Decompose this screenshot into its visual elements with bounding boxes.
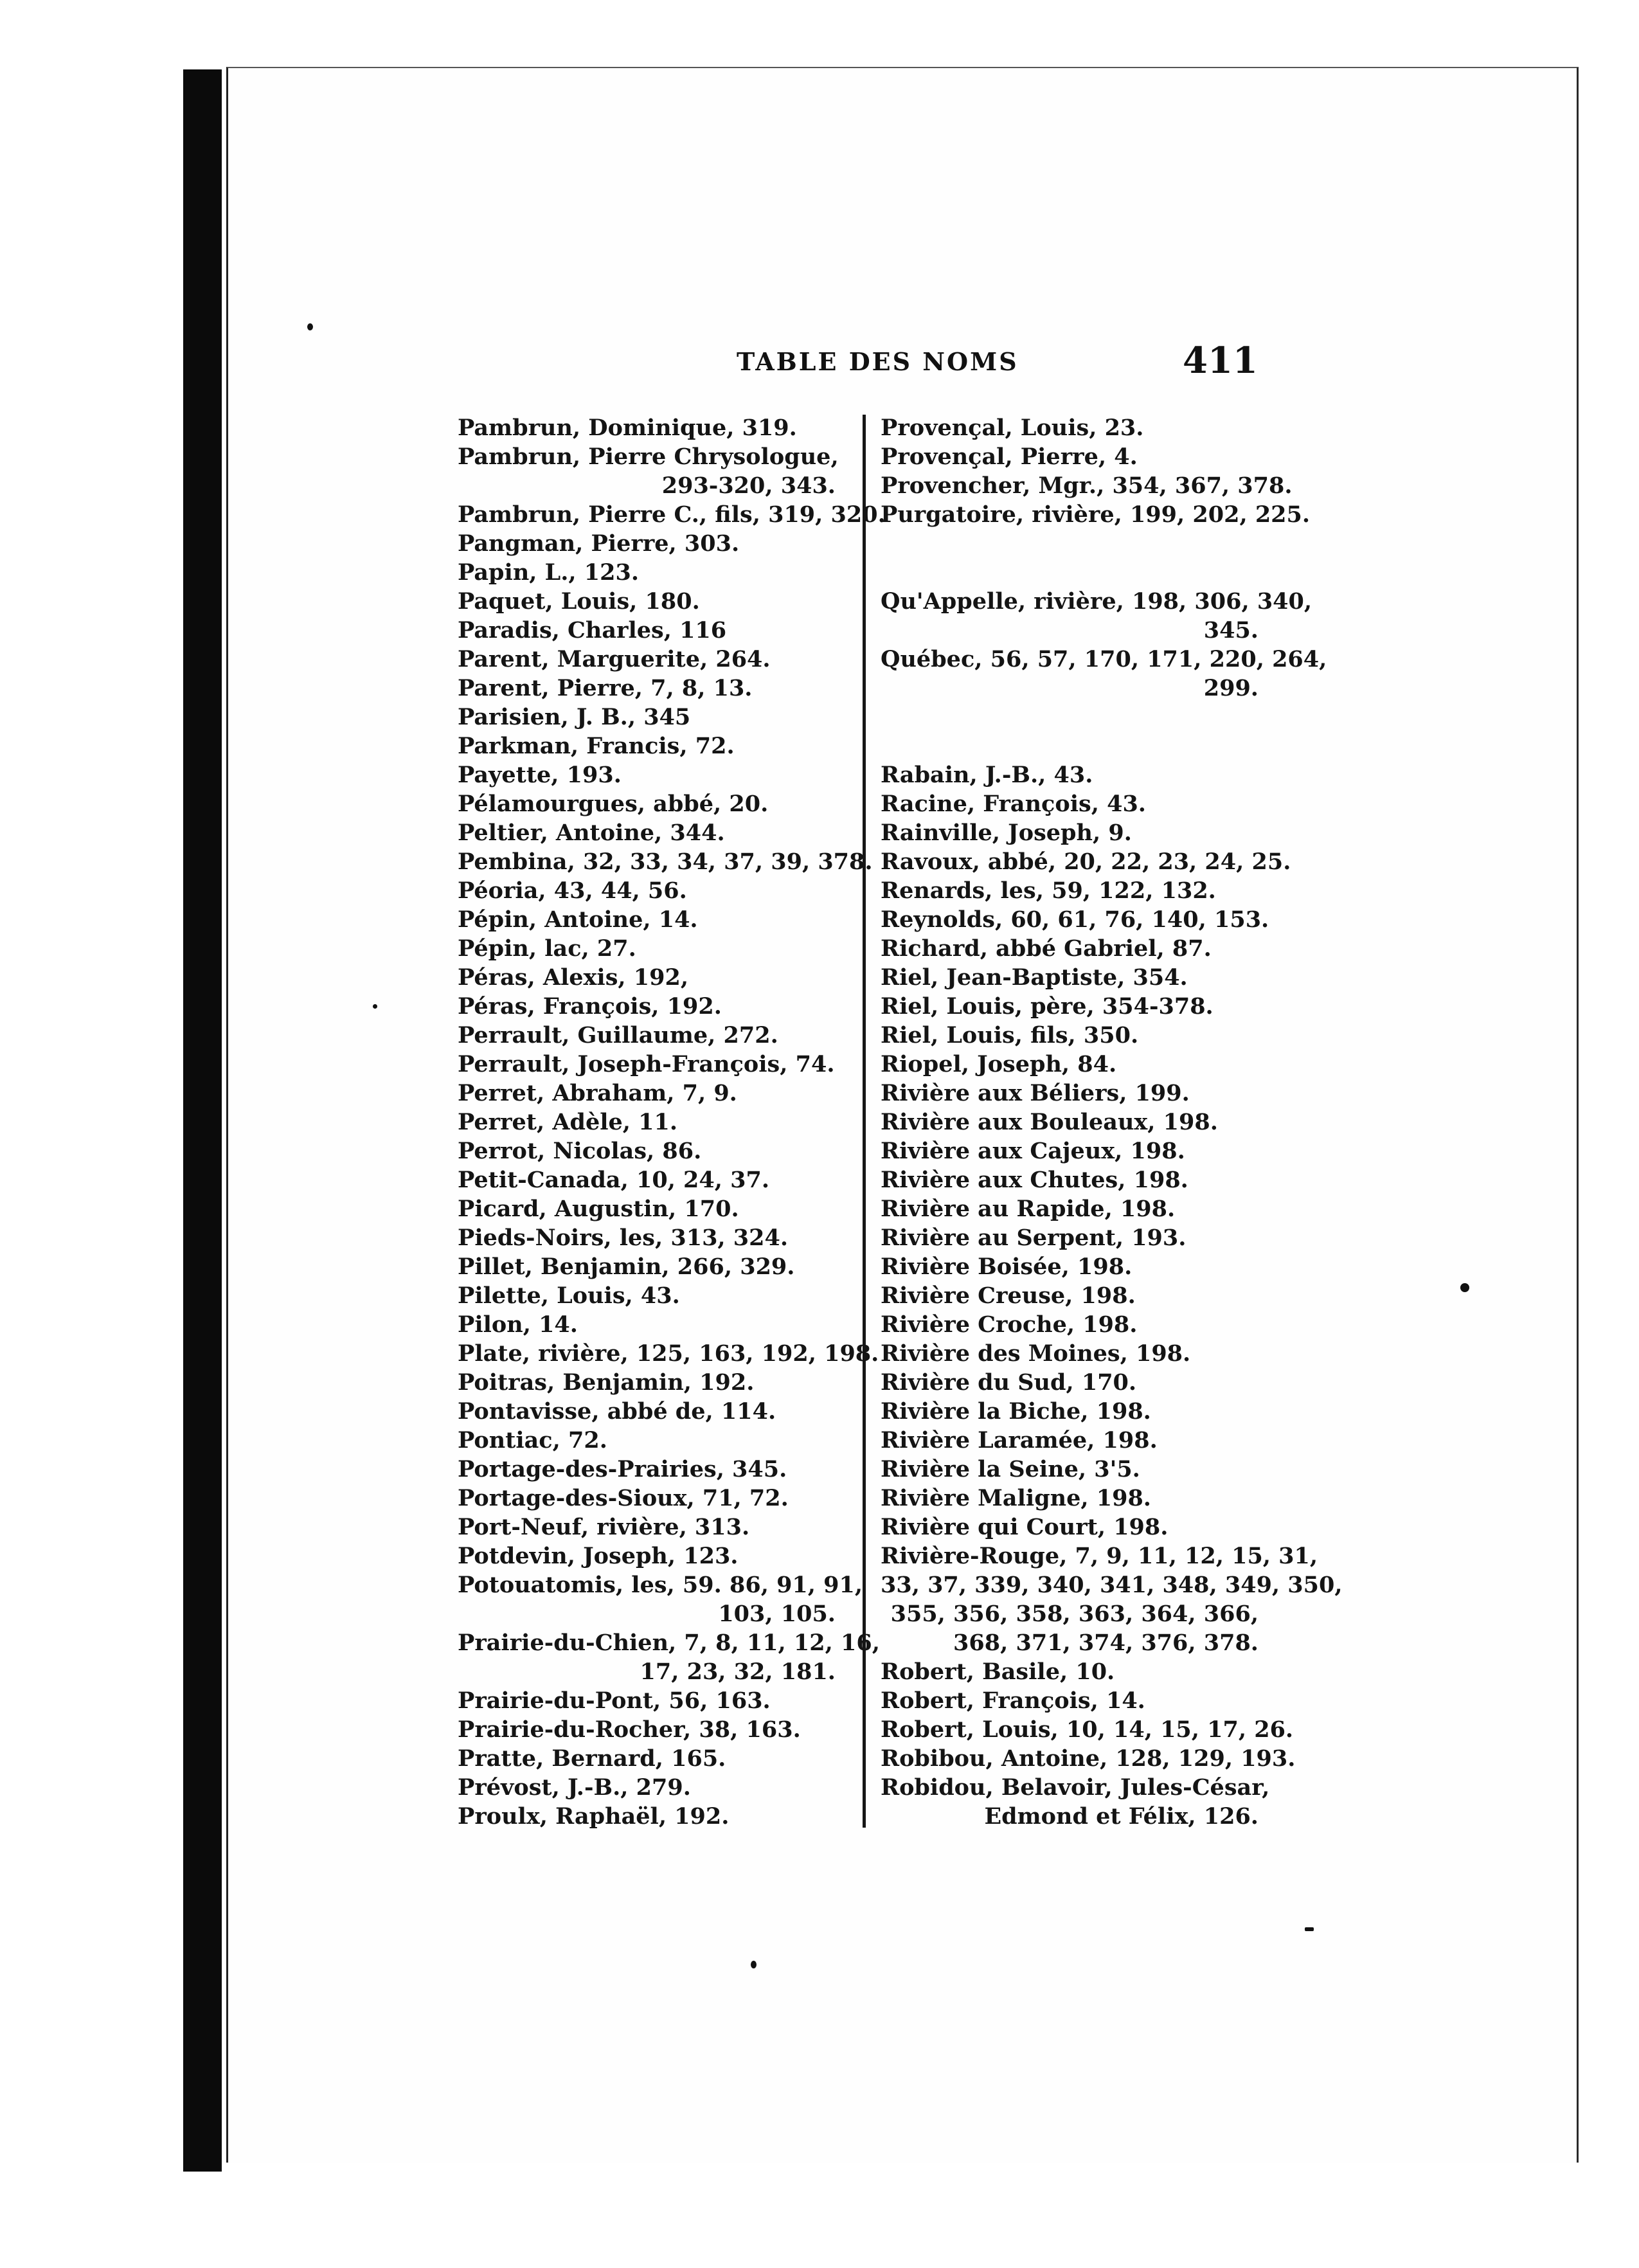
index-entry-text: Potdevin, Joseph, 123. xyxy=(458,1543,739,1569)
ink-speck xyxy=(307,323,313,330)
index-entry xyxy=(881,818,1266,847)
index-entry xyxy=(881,587,1312,645)
index-entry xyxy=(881,1513,1266,1542)
index-entry-text: Riel, Jean-Baptiste, 354. xyxy=(881,964,1188,991)
index-entry-text: Picard, Augustin, 170. xyxy=(458,1196,739,1222)
index-entry xyxy=(458,616,843,645)
index-entry xyxy=(458,1484,843,1513)
index-entry-text: Peltier, Antoine, 344. xyxy=(458,820,725,846)
index-entry xyxy=(881,1310,1266,1339)
index-entry-text: Rivière au Serpent, 193. xyxy=(881,1225,1187,1251)
index-entry-continuation: 299. xyxy=(1203,675,1258,701)
index-entry-text: Portage-des-Prairies, 345. xyxy=(458,1456,787,1482)
index-entry xyxy=(881,1194,1266,1223)
index-entry xyxy=(458,905,843,934)
index-entry xyxy=(881,1137,1266,1166)
index-entry xyxy=(881,1079,1266,1108)
index-entry xyxy=(458,442,843,500)
index-entry xyxy=(881,760,1266,789)
index-entry xyxy=(881,1542,1343,1657)
index-entry-text: Rivière Creuse, 198. xyxy=(881,1282,1136,1309)
index-entry-text: Riel, Louis, père, 354-378. xyxy=(881,993,1214,1020)
blank-line xyxy=(881,732,1266,760)
index-entry-text: Pambrun, Pierre Chrysologue, xyxy=(458,444,839,470)
index-entry-text: Rivière des Moines, 198. xyxy=(881,1340,1191,1367)
blank-line xyxy=(881,529,1266,558)
index-entry-text: Ravoux, abbé, 20, 22, 23, 24, 25. xyxy=(881,849,1291,875)
index-entry xyxy=(458,529,843,558)
index-entry xyxy=(458,1426,843,1455)
ink-speck xyxy=(1305,1927,1314,1931)
blank-line xyxy=(881,703,1266,732)
index-entry-text: Rabain, J.-B., 43. xyxy=(881,762,1093,788)
index-entry-text: Robidou, Belavoir, Jules-César, xyxy=(881,1774,1270,1801)
index-entry-text: Provencher, Mgr., 354, 367, 378. xyxy=(881,473,1293,499)
index-entry-continuation: 345. xyxy=(1203,617,1258,644)
index-entry xyxy=(881,905,1269,934)
index-entry xyxy=(881,1426,1266,1455)
index-entry-text: Rivière Maligne, 198. xyxy=(881,1485,1151,1511)
index-entry xyxy=(881,1368,1266,1397)
index-entry xyxy=(458,818,843,847)
index-entry-text: Parisien, J. B., 345 xyxy=(458,704,691,730)
index-entry xyxy=(458,789,843,818)
index-entry xyxy=(458,1715,843,1744)
index-entry-text: Paradis, Charles, 116 xyxy=(458,617,727,644)
index-entry xyxy=(458,645,843,674)
index-entry xyxy=(881,789,1266,818)
index-entry xyxy=(881,1715,1294,1744)
index-entry xyxy=(458,732,843,760)
index-entry xyxy=(458,1744,843,1773)
index-entry xyxy=(458,1194,843,1223)
index-entry xyxy=(458,1455,843,1484)
index-entry-continuation: 355, 356, 358, 363, 364, 366, xyxy=(890,1601,1258,1627)
index-entry xyxy=(458,876,843,905)
index-entry xyxy=(881,1773,1270,1831)
index-entry xyxy=(881,992,1266,1021)
index-entry xyxy=(458,1513,843,1542)
running-header-title: TABLE DES NOMS xyxy=(737,347,1019,376)
index-entry xyxy=(458,934,843,963)
index-entry xyxy=(881,934,1266,963)
index-entry-text: Québec, 56, 57, 170, 171, 220, 264, xyxy=(881,646,1327,672)
index-entry-text: Péras, Alexis, 192, xyxy=(458,964,689,991)
index-entry-continuation: 17, 23, 32, 181. xyxy=(640,1659,836,1685)
index-entry xyxy=(881,1166,1266,1194)
index-entry-text: Robert, François, 14. xyxy=(881,1688,1145,1714)
index-entry-text: Pillet, Benjamin, 266, 329. xyxy=(458,1254,795,1280)
index-entry xyxy=(881,1455,1266,1484)
index-entry-text: Rivière la Biche, 198. xyxy=(881,1398,1151,1425)
index-entry xyxy=(458,674,843,703)
blank-line xyxy=(881,558,1266,587)
index-entry-text: Robert, Basile, 10. xyxy=(881,1659,1115,1685)
index-entry-text: Purgatoire, rivière, 199, 202, 225. xyxy=(881,501,1311,528)
index-entry xyxy=(458,1368,843,1397)
index-entry xyxy=(458,1223,843,1252)
index-entry xyxy=(881,1050,1266,1079)
index-entry xyxy=(458,992,843,1021)
index-entry-text: Pieds-Noirs, les, 313, 324. xyxy=(458,1225,789,1251)
index-entry-text: Robibou, Antoine, 128, 129, 193. xyxy=(881,1745,1296,1772)
index-entry-continuation: 293-320, 343. xyxy=(661,473,836,499)
index-entry-text: Perrault, Joseph-François, 74. xyxy=(458,1051,835,1077)
index-entry-text: Papin, L., 123. xyxy=(458,559,640,586)
ink-speck xyxy=(1460,1283,1469,1292)
index-entry-text: Rivière aux Cajeux, 198. xyxy=(881,1138,1185,1164)
index-entry xyxy=(458,500,886,529)
index-entry xyxy=(458,1050,843,1079)
index-entry xyxy=(458,1628,880,1686)
index-entry-text: Pontiac, 72. xyxy=(458,1427,607,1454)
index-entry-continuation: Edmond et Félix, 126. xyxy=(984,1803,1258,1830)
index-entry-text: Pratte, Bernard, 165. xyxy=(458,1745,726,1772)
index-entry-text: Paquet, Louis, 180. xyxy=(458,588,700,615)
index-entry-text: Parent, Marguerite, 264. xyxy=(458,646,771,672)
index-entry xyxy=(458,558,843,587)
index-entry xyxy=(458,1079,843,1108)
index-entry-text: Payette, 193. xyxy=(458,762,622,788)
index-entry-text: Prairie-du-Rocher, 38, 163. xyxy=(458,1716,801,1743)
index-entry-text: Renards, les, 59, 122, 132. xyxy=(881,878,1216,904)
index-entry xyxy=(458,1021,843,1050)
index-entry-text: Prairie-du-Chien, 7, 8, 11, 12, 16, xyxy=(458,1630,880,1656)
index-entry-text: Pépin, lac, 27. xyxy=(458,935,636,962)
index-entry-text: Rainville, Joseph, 9. xyxy=(881,820,1132,846)
book-spine-shadow xyxy=(183,69,222,2172)
index-entry xyxy=(458,1108,843,1137)
index-entry-text: Pambrun, Pierre C., fils, 319, 320. xyxy=(458,501,886,528)
index-entry xyxy=(458,1339,879,1368)
index-entry xyxy=(458,1137,843,1166)
index-entry-text: Qu'Appelle, rivière, 198, 306, 340, xyxy=(881,588,1312,615)
index-entry-text: Racine, François, 43. xyxy=(881,791,1146,817)
index-entry xyxy=(881,1484,1266,1513)
index-entry xyxy=(458,963,843,992)
index-entry-text: Perret, Adèle, 11. xyxy=(458,1109,678,1135)
index-entry-text: Riopel, Joseph, 84. xyxy=(881,1051,1117,1077)
index-entry-text: Pambrun, Dominique, 319. xyxy=(458,415,797,441)
column-divider xyxy=(863,415,866,1828)
index-entry xyxy=(458,413,843,442)
index-entry-continuation: 103, 105. xyxy=(718,1601,836,1627)
index-entry xyxy=(881,1281,1266,1310)
index-entry xyxy=(881,645,1327,703)
index-entry xyxy=(881,963,1266,992)
index-entry xyxy=(881,442,1266,471)
index-column-right xyxy=(881,413,1343,1847)
index-entry xyxy=(881,1223,1266,1252)
index-entry xyxy=(881,1339,1266,1368)
index-entry xyxy=(881,413,1266,442)
index-entry-continuation: 368, 371, 374, 376, 378. xyxy=(953,1630,1258,1656)
index-entry xyxy=(458,847,873,876)
index-entry xyxy=(881,471,1293,500)
index-entry xyxy=(458,1686,843,1715)
index-entry xyxy=(881,847,1291,876)
index-entry xyxy=(881,1108,1266,1137)
index-entry-text: Perrot, Nicolas, 86. xyxy=(458,1138,702,1164)
index-entry-text: Parkman, Francis, 72. xyxy=(458,733,735,759)
index-entry-text: Robert, Louis, 10, 14, 15, 17, 26. xyxy=(881,1716,1294,1743)
index-entry-text: Provençal, Pierre, 4. xyxy=(881,444,1138,470)
index-entry-text: Rivière-Rouge, 7, 9, 11, 12, 15, 31, xyxy=(881,1543,1318,1569)
index-entry xyxy=(881,1252,1266,1281)
ink-speck xyxy=(373,1004,377,1009)
index-entry-text: Richard, abbé Gabriel, 87. xyxy=(881,935,1212,962)
index-entry-text: Provençal, Louis, 23. xyxy=(881,415,1144,441)
index-entry-text: Riel, Louis, fils, 350. xyxy=(881,1022,1139,1048)
index-entry xyxy=(458,1310,843,1339)
index-entry-text: Rivière Boisée, 198. xyxy=(881,1254,1133,1280)
index-entry-text: Péoria, 43, 44, 56. xyxy=(458,878,687,904)
index-entry-text: Portage-des-Sioux, 71, 72. xyxy=(458,1485,789,1511)
index-entry-continuation: 33, 37, 339, 340, 341, 348, 349, 350, xyxy=(881,1572,1343,1598)
index-entry-text: Rivière la Seine, 3'5. xyxy=(881,1456,1140,1482)
page-number: 411 xyxy=(1183,339,1258,382)
index-entry-text: Pilette, Louis, 43. xyxy=(458,1282,680,1309)
index-entry xyxy=(881,1397,1266,1426)
index-entry-text: Potouatomis, les, 59. 86, 91, 91, xyxy=(458,1572,863,1598)
index-entry xyxy=(881,1657,1266,1686)
index-entry xyxy=(881,1744,1296,1773)
index-entry-text: Petit-Canada, 10, 24, 37. xyxy=(458,1167,770,1193)
index-entry-text: Pangman, Pierre, 303. xyxy=(458,530,740,557)
index-entry xyxy=(458,1252,843,1281)
index-entry-text: Rivière aux Chutes, 198. xyxy=(881,1167,1188,1193)
index-entry-text: Péras, François, 192. xyxy=(458,993,722,1020)
index-entry xyxy=(458,1802,843,1831)
index-entry-text: Pontavisse, abbé de, 114. xyxy=(458,1398,776,1425)
index-entry xyxy=(881,500,1311,529)
index-entry xyxy=(458,1166,843,1194)
index-entry-text: Perret, Abraham, 7, 9. xyxy=(458,1080,737,1106)
index-entry xyxy=(458,587,843,616)
index-column-left xyxy=(458,413,886,1847)
index-entry-text: Rivière au Rapide, 198. xyxy=(881,1196,1176,1222)
index-entry-text: Plate, rivière, 125, 163, 192, 198. xyxy=(458,1340,879,1367)
index-entry-text: Prairie-du-Pont, 56, 163. xyxy=(458,1688,771,1714)
index-entry-text: Pélamourgues, abbé, 20. xyxy=(458,791,769,817)
index-entry-text: Port-Neuf, rivière, 313. xyxy=(458,1514,750,1540)
index-entry xyxy=(458,760,843,789)
index-entry xyxy=(458,1542,843,1571)
index-entry-text: Rivière Croche, 198. xyxy=(881,1311,1138,1338)
index-entry xyxy=(458,1773,843,1802)
index-entry-text: Prévost, J.-B., 279. xyxy=(458,1774,691,1801)
index-entry-text: Reynolds, 60, 61, 76, 140, 153. xyxy=(881,906,1269,933)
index-entry-text: Pembina, 32, 33, 34, 37, 39, 378. xyxy=(458,849,873,875)
index-entry-text: Rivière du Sud, 170. xyxy=(881,1369,1137,1396)
index-entry-text: Poitras, Benjamin, 192. xyxy=(458,1369,755,1396)
index-entry-text: Pépin, Antoine, 14. xyxy=(458,906,698,933)
index-entry xyxy=(458,1397,843,1426)
index-entry-text: Rivière qui Court, 198. xyxy=(881,1514,1169,1540)
index-entry xyxy=(458,703,843,732)
index-entry-text: Rivière aux Bouleaux, 198. xyxy=(881,1109,1218,1135)
ink-speck xyxy=(751,1961,757,1968)
index-entry xyxy=(458,1281,843,1310)
index-entry-text: Rivière aux Béliers, 199. xyxy=(881,1080,1190,1106)
index-entry-text: Rivière Laramée, 198. xyxy=(881,1427,1158,1454)
index-entry-text: Perrault, Guillaume, 272. xyxy=(458,1022,778,1048)
index-entry-text: Proulx, Raphaël, 192. xyxy=(458,1803,730,1830)
index-entry xyxy=(881,1021,1266,1050)
index-entry xyxy=(881,1686,1266,1715)
index-entry xyxy=(458,1571,863,1628)
index-entry-text: Pilon, 14. xyxy=(458,1311,578,1338)
index-entry xyxy=(881,876,1266,905)
index-entry-text: Parent, Pierre, 7, 8, 13. xyxy=(458,675,753,701)
